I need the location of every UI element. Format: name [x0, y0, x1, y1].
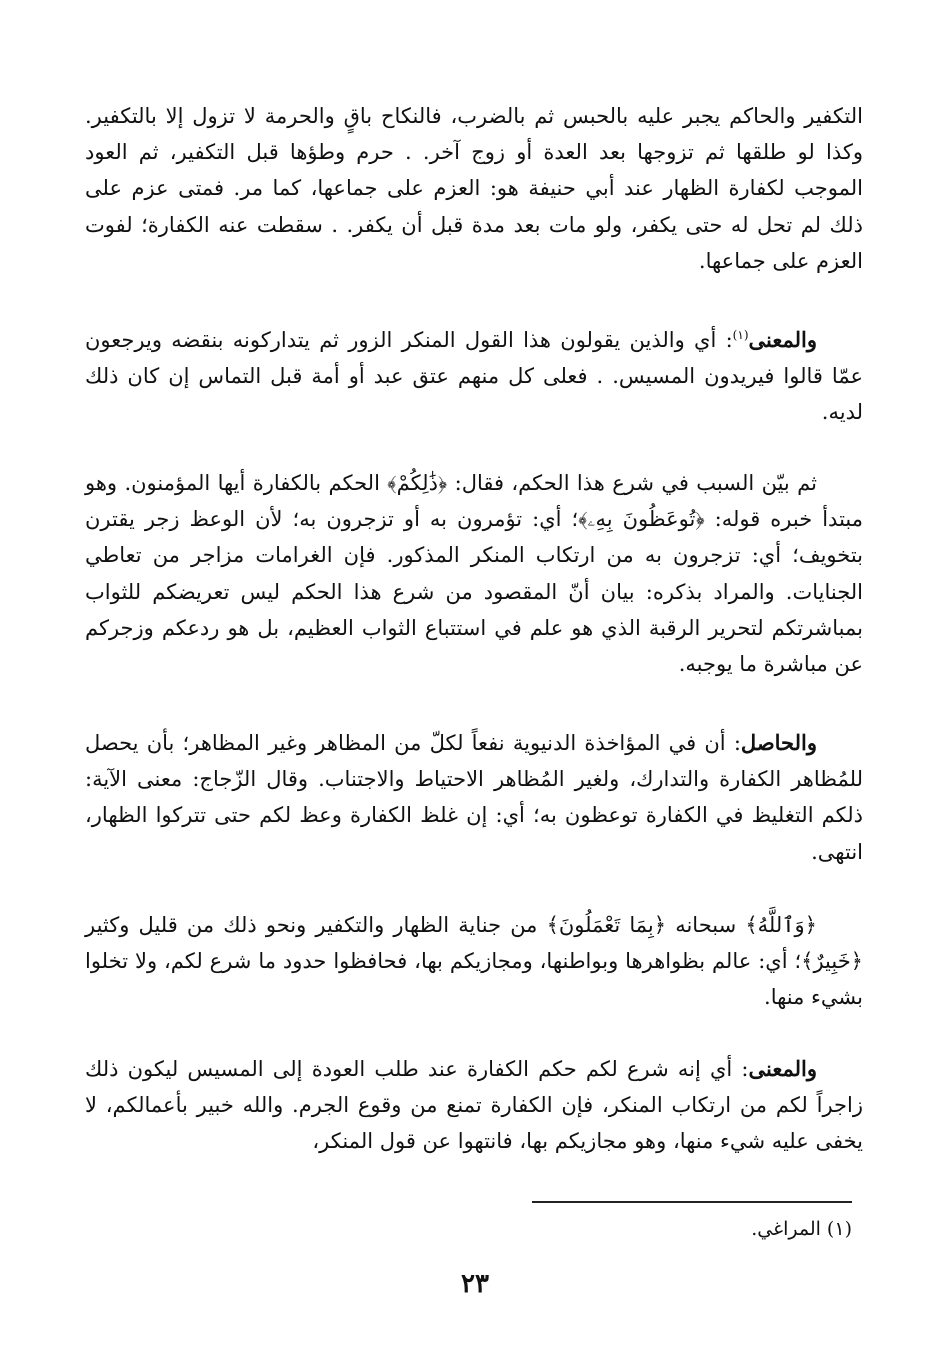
footnote-marker: (١) [732, 328, 749, 342]
paragraph-6-text: : أي إنه شرع لكم حكم الكفارة عند طلب العودة إلى المسيس ليكون ذلك زاجراً لكم من ارتكاب المنكر، فإن الكفارة تمنع من وقوع الجرم. والله خبير بأعمالكم، لا يخفى عليه شيء منها، وهو مجازيكم بها، فانتهوا عن قول المنكر، [85, 1057, 863, 1154]
paragraph-3 [85, 465, 863, 682]
paragraph-4 [85, 725, 863, 870]
paragraph-5 [85, 907, 863, 1016]
paragraph-2-text: : أي والذين يقولون هذا القول المنكر الزور ثم يتداركونه بنقضه ويرجعون عمّا قالوا فيريدون المسيس. . فعلى كل منهم عتق عبد أو أمة قبل التماس إن كان ذلك لديه. [85, 328, 863, 425]
paragraph-3-text: ثم بيّن السبب في شرع هذا الحكم، فقال: ﴿ذَٰلِكُمْ﴾ الحكم بالكفارة أيها المؤمنون. وهو مبتدأ خبره قوله: ﴿تُوعَظُونَ بِهِۦ﴾؛ أي: تؤمرون به أو تزجرون به؛ لأن الوعظ زجر يقترن بتخويف؛ أي: تزجرون به من ارتكاب المنكر المذكور. فإن الغرامات مزاجر من تعاطي الجنايات. والمراد بذكره: بيان أنّ المقصود من شرع هذا الحكم ليس تعريضكم للثواب بمباشرتكم لتحرير الرقبة الذي هو علم في استتباع الثواب العظيم، بل هو ردعكم وزجركم عن مباشرة ما يوجبه. [85, 471, 863, 677]
paragraph-6 [85, 1051, 863, 1160]
paragraph-4-text: : أن في المؤاخذة الدنيوية نفعاً لكلّ من المظاهر وغير المظاهر؛ بأن يحصل للمُظاهر الكفارة والتدارك، ولغير المُظاهر الاحتياط والاجتناب. وقال الزّجاج: معنى الآية: ذلكم التغليظ في الكفارة توعظون به؛ أي: إن غلظ الكفارة وعظ لكم حتى تتركوا الظهار، انتهى. [85, 731, 863, 864]
paragraph-6-lead: والمعنى [748, 1056, 817, 1081]
footnote-divider [532, 1201, 852, 1203]
paragraph-1-text: التكفير والحاكم يجبر عليه بالحبس ثم بالضرب، فالنكاح باقٍ والحرمة لا تزول إلا بالتكفير. وكذا لو طلقها ثم تزوجها بعد العدة أو زوج آخر. . حرم وطؤها قبل التكفير، ثم العود الموجب لكفارة الظهار عند أبي حنيفة هو: العزم على جماعها، كما مر. فمتى عزم على ذلك لم تحل له حتى يكفر، ولو مات بعد مدة قبل أن يكفر. . سقطت عنه الكفارة؛ لفوت العزم على جماعها. [85, 104, 863, 273]
footnote: (١) المراغي. [751, 1218, 852, 1240]
paragraph-5-text: ﴿وَٱللَّهُ﴾ سبحانه ﴿بِمَا تَعْمَلُونَ﴾ من جناية الظهار والتكفير ونحو ذلك من قليل وكثير ﴿خَبِيرٌ﴾؛ أي: عالم بظواهرها وبواطنها، ومجازيكم بها، فحافظوا حدود ما شرع لكم، ولا تخلوا بشيء منها. [85, 913, 863, 1010]
page-number: ٢٣ [461, 1269, 489, 1299]
paragraph-4-lead: والحاصل [740, 730, 817, 755]
paragraph-2-lead: والمعنى [748, 327, 817, 352]
paragraph-2 [85, 322, 863, 431]
paragraph-1 [85, 98, 863, 279]
